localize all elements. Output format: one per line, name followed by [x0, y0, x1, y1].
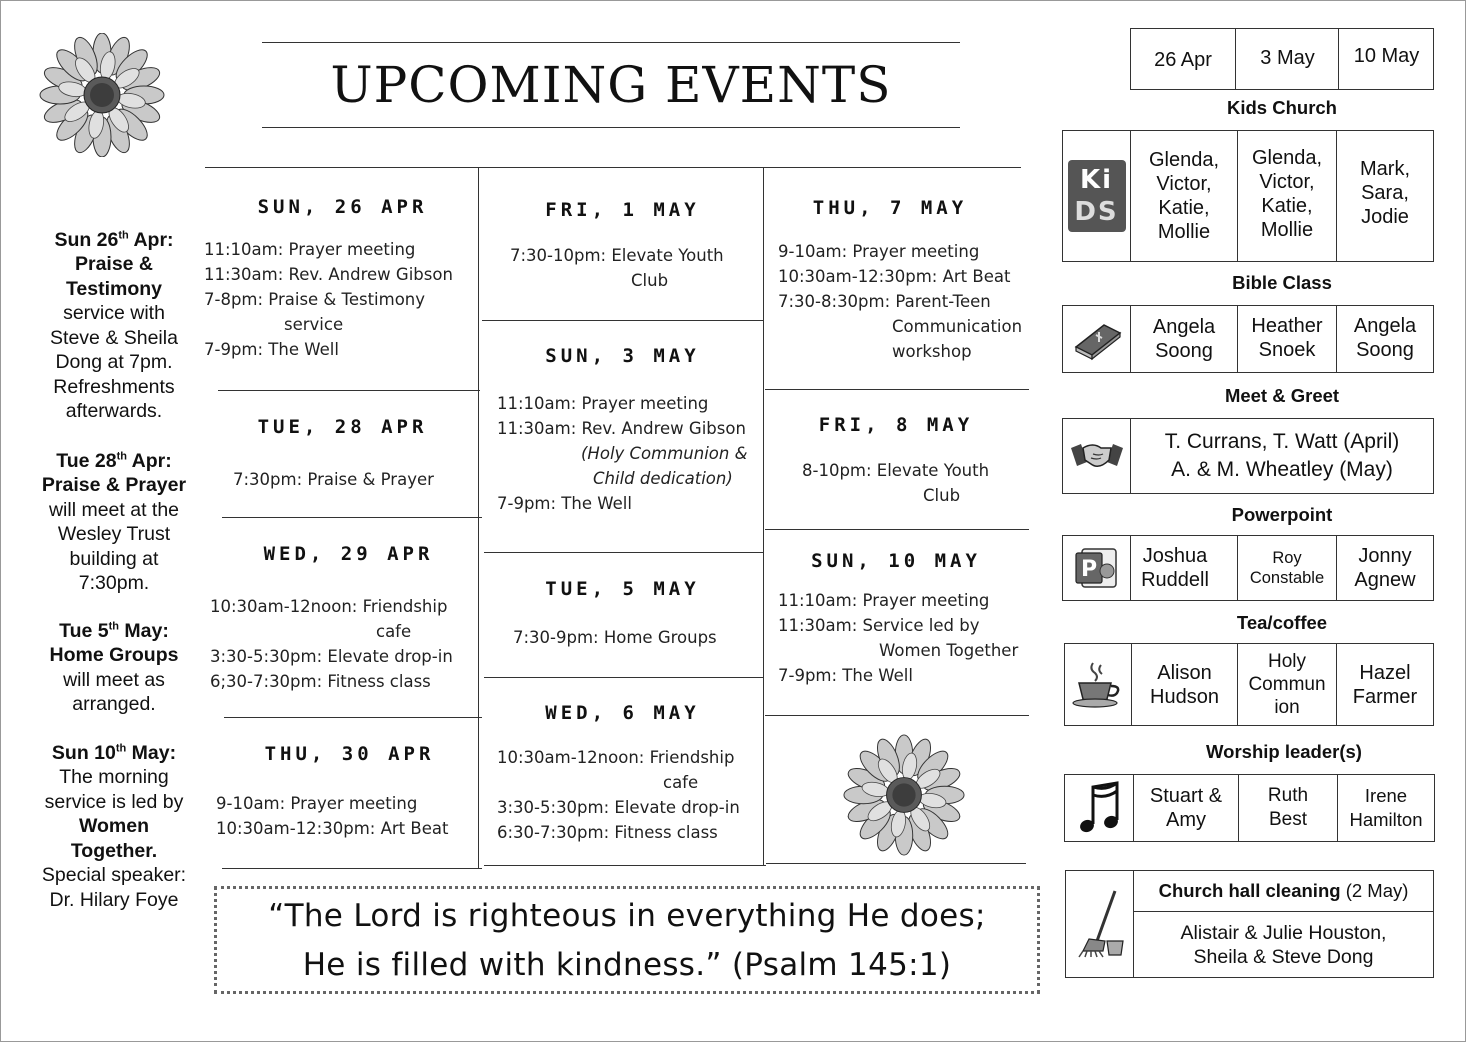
roster-name: Commun — [1248, 674, 1326, 695]
event-line: cafe — [376, 622, 412, 641]
section-worship-leaders: Worship leader(s) — [1206, 741, 1362, 762]
roster-date: 3 May — [1260, 47, 1315, 69]
grid-rule — [484, 552, 764, 553]
event-line: 10:30am-12:30pm: Art Beat — [216, 819, 449, 838]
page-title: UPCOMING EVENTS — [330, 56, 892, 114]
event-line: 7:30pm: Praise & Prayer — [233, 470, 434, 489]
section-bible-class: Bible Class — [1232, 272, 1332, 293]
roster-name: Hudson — [1150, 685, 1219, 708]
roster-name: Sheila & Steve Dong — [1193, 945, 1374, 968]
roster-date: 26 Apr — [1154, 49, 1212, 71]
grid-rule — [218, 390, 480, 391]
roster-name: Irene — [1364, 785, 1408, 806]
grid-rule — [224, 717, 482, 718]
events-tue-5-may — [513, 625, 717, 650]
notice-sun-10-may — [28, 736, 200, 912]
day-heading-wed-29-apr: WED, 29 APR — [263, 543, 434, 565]
event-line: Child dedication) — [593, 469, 733, 488]
grid-rule — [765, 715, 1029, 716]
worship-cell-10-may — [1338, 775, 1434, 841]
powerpoint-cell-26-apr — [1131, 536, 1219, 600]
tea-cell-3-may — [1237, 644, 1337, 725]
grid-rule — [482, 320, 764, 321]
kids-icon — [1063, 131, 1130, 261]
notice-sup: th — [115, 742, 127, 754]
scripture-quote — [214, 892, 1040, 990]
notice-text: Wesley Trust — [57, 523, 171, 545]
events-sun-26-apr — [204, 237, 453, 362]
roster-name: T. Currans, T. Watt (April) — [1164, 430, 1400, 453]
event-line: Club — [923, 486, 961, 505]
mop-shape-icon — [1073, 889, 1127, 959]
music-note-shape-icon — [1078, 781, 1120, 835]
notice-text: Apr: — [126, 449, 172, 472]
notice-text: 7:30pm. — [78, 572, 150, 594]
kids-cell-10-may — [1337, 131, 1433, 261]
kids-logo-text: Ki — [1079, 165, 1114, 195]
notice-sup: th — [118, 229, 129, 241]
handshake-icon — [1063, 419, 1130, 493]
roster-name: Alison — [1157, 661, 1212, 684]
music-note-icon — [1065, 775, 1133, 841]
meet-greet-cell — [1131, 419, 1433, 493]
event-line: 11:30am: Service led by — [778, 616, 980, 635]
svg-text:P: P — [1080, 557, 1097, 582]
section-tea-coffee: Tea/coffee — [1236, 612, 1328, 633]
event-line: 11:30am: Rev. Andrew Gibson — [497, 419, 746, 438]
roster-name: Hamilton — [1349, 809, 1423, 830]
title-rule-top — [262, 42, 960, 43]
grid-rule — [484, 677, 764, 678]
notice-text: May: — [126, 741, 177, 764]
section-meet-greet: Meet & Greet — [1224, 385, 1340, 406]
notice-text: Sun 10 — [51, 741, 116, 764]
powerpoint-cell-10-may — [1337, 536, 1433, 600]
event-line: Communication — [892, 317, 1023, 336]
notice-text: Women — [78, 815, 150, 837]
event-line: service — [284, 315, 344, 334]
notice-text: The morning — [59, 766, 169, 788]
quote-line: “The Lord is righteous in everything He does; — [268, 898, 986, 934]
cleaning-names — [1134, 912, 1433, 977]
roster-name: Joshua — [1142, 545, 1208, 567]
event-line: 6;30-7:30pm: Fitness class — [210, 672, 431, 691]
roster-name: Heather — [1251, 315, 1323, 337]
roster-name: Alistair & Julie Houston, — [1180, 921, 1387, 944]
notice-text: Tue 5 — [59, 619, 109, 642]
day-heading-fri-1-may: FRI, 1 MAY — [545, 199, 700, 221]
event-line: 10:30am-12noon: Friendship — [210, 597, 448, 616]
roster-name: Ruddell — [1141, 569, 1209, 591]
event-line: 3:30-5:30pm: Elevate drop-in — [497, 798, 740, 817]
notice-text: will meet as — [63, 668, 165, 691]
roster-name: Snoek — [1258, 339, 1316, 361]
title-rule-bottom — [262, 127, 960, 128]
roster-date: 10 May — [1353, 45, 1420, 67]
powerpoint-icon — [1063, 536, 1130, 600]
event-line: 11:30am: Rev. Andrew Gibson — [204, 265, 453, 284]
powerpoint-cell-3-may — [1237, 536, 1337, 600]
tea-cell-10-may — [1337, 644, 1433, 725]
notice-text: service with — [63, 302, 165, 324]
events-wed-29-apr — [210, 594, 453, 694]
roster-name: Angela — [1353, 315, 1417, 337]
roster-name: Soong — [1356, 339, 1414, 361]
cleaning-date: (2 May) — [1345, 880, 1409, 901]
roster-name: Glenda, — [1251, 147, 1323, 169]
notice-text: service is led by — [44, 790, 184, 813]
notice-text: Praise & — [74, 253, 154, 275]
roster-name: Farmer — [1352, 685, 1418, 708]
event-line: 7-9pm: The Well — [497, 494, 632, 513]
cleaning-title: Church hall cleaning — [1158, 880, 1341, 901]
event-line: 7:30-9pm: Home Groups — [513, 628, 717, 647]
notice-text: Special speaker: — [41, 864, 187, 886]
event-line: 10:30am-12:30pm: Art Beat — [778, 267, 1011, 286]
notice-text: afterwards. — [65, 400, 163, 422]
events-thu-30-apr — [216, 791, 448, 841]
event-line: 3:30-5:30pm: Elevate drop-in — [210, 647, 453, 666]
event-line: 11:10am: Prayer meeting — [204, 240, 416, 259]
worship-cell-26-apr — [1134, 775, 1238, 841]
notice-text: building at — [69, 547, 159, 570]
powerpoint-logo-icon — [1074, 545, 1120, 591]
roster-name: Stuart & — [1149, 785, 1223, 807]
roster-name: Constable — [1249, 569, 1325, 587]
day-heading-tue-28-apr: TUE, 28 APR — [257, 416, 428, 438]
notice-sup: th — [108, 620, 119, 632]
grid-rule — [765, 389, 1029, 390]
sunflower-icon — [38, 33, 166, 157]
event-line: (Holy Communion & — [581, 444, 748, 463]
event-line: Women Together — [879, 641, 1019, 660]
notice-sun-26-apr — [28, 223, 200, 424]
roster-name: ion — [1274, 697, 1300, 718]
coffee-cup-icon — [1065, 644, 1131, 725]
roster-name: Roy — [1272, 549, 1302, 567]
day-heading-thu-30-apr: THU, 30 APR — [264, 743, 435, 765]
event-line: 11:10am: Prayer meeting — [778, 591, 990, 610]
roster-name: A. & M. Wheatley (May) — [1171, 458, 1393, 481]
section-powerpoint: Powerpoint — [1231, 504, 1333, 525]
notice-text: Sun 26 — [54, 228, 119, 251]
notice-text: arranged. — [72, 693, 156, 715]
event-line: 10:30am-12noon: Friendship — [497, 748, 735, 767]
bible-cell-10-may — [1337, 305, 1433, 371]
events-wed-6-may — [497, 745, 740, 845]
roster-name: Mollie — [1157, 221, 1211, 243]
roster-name: Victor, — [1259, 171, 1315, 193]
event-line: 7-9pm: The Well — [778, 666, 913, 685]
notice-text: Dong at 7pm. — [55, 351, 173, 373]
roster-name: Jonny — [1358, 545, 1412, 567]
event-line: 7-8pm: Praise & Testimony — [204, 290, 426, 309]
grid-rule — [222, 517, 482, 518]
day-heading-thu-7-may: THU, 7 MAY — [812, 197, 968, 219]
kids-logo-text: DS — [1074, 197, 1119, 227]
roster-name: Amy — [1166, 809, 1206, 831]
roster-name: Katie, — [1261, 195, 1313, 217]
grid-rule-top — [205, 167, 1021, 168]
kids-cell-26-apr — [1131, 131, 1237, 261]
roster-name: Ruth — [1267, 785, 1309, 806]
roster-name: Victor, — [1156, 173, 1212, 195]
notice-text: Refreshments — [53, 375, 175, 398]
notice-tue-28-apr — [28, 444, 200, 596]
grid-rule — [484, 865, 766, 866]
roster-name: Mark, — [1360, 158, 1410, 180]
events-tue-28-apr — [233, 467, 434, 492]
notice-text: Praise & Prayer — [41, 474, 187, 496]
notice-text: Testimony — [65, 277, 163, 300]
section-kids-church: Kids Church — [1227, 97, 1337, 118]
day-heading-sun-3-may: SUN, 3 MAY — [545, 345, 700, 367]
roster-name: Soong — [1155, 340, 1213, 362]
roster-name: Holy — [1267, 651, 1306, 672]
roster-name: Agnew — [1354, 569, 1416, 591]
day-heading-wed-6-may: WED, 6 MAY — [545, 702, 700, 724]
kids-cell-3-may — [1237, 129, 1337, 259]
event-line: workshop — [892, 342, 972, 361]
roster-name: Angela — [1152, 316, 1216, 338]
handshake-shape-icon — [1069, 438, 1125, 474]
notice-text: Together. — [70, 839, 158, 862]
roster-name: Best — [1268, 809, 1308, 830]
kids-logo — [1068, 160, 1126, 232]
event-line: 6:30-7:30pm: Fitness class — [497, 823, 718, 842]
notice-text: Tue 28 — [56, 449, 117, 472]
event-line: 8-10pm: Elevate Youth — [802, 461, 990, 480]
day-heading-sun-10-may: SUN, 10 MAY — [811, 550, 981, 572]
event-line: 9-10am: Prayer meeting — [216, 794, 418, 813]
event-line: 7:30-8:30pm: Parent-Teen — [778, 292, 991, 311]
events-fri-1-may — [480, 243, 820, 293]
notice-text: Dr. Hilary Foye — [49, 888, 179, 911]
worship-cell-3-may — [1238, 775, 1338, 841]
day-heading-fri-8-may: FRI, 8 MAY — [818, 414, 974, 436]
roster-name: Sara, — [1361, 182, 1409, 204]
sunflower-icon — [842, 734, 966, 856]
day-heading-sun-26-apr: SUN, 26 APR — [257, 196, 428, 218]
event-line: Club — [631, 271, 669, 290]
roster-name: Glenda, — [1148, 149, 1220, 171]
grid-rule — [222, 868, 482, 869]
bible-cell-26-apr — [1131, 306, 1237, 372]
event-line: 11:10am: Prayer meeting — [497, 394, 709, 413]
event-line: 9-10am: Prayer meeting — [778, 242, 980, 261]
roster-name: Hazel — [1359, 661, 1411, 684]
events-thu-7-may — [778, 239, 1022, 364]
notice-sup: th — [116, 450, 127, 462]
roster-name: Jodie — [1361, 206, 1409, 228]
tea-cell-26-apr — [1132, 644, 1237, 725]
bible-icon — [1063, 306, 1130, 372]
event-line: 7:30-10pm: Elevate Youth — [510, 246, 724, 265]
notice-text: will meet at the — [48, 498, 180, 521]
notice-text: Home Groups — [49, 644, 179, 666]
day-heading-tue-5-may: TUE, 5 MAY — [545, 578, 700, 600]
events-fri-8-may — [802, 458, 989, 508]
mop-bucket-icon — [1066, 871, 1133, 977]
coffee-cup-shape-icon — [1071, 661, 1125, 709]
roster-name: Mollie — [1260, 219, 1314, 241]
notice-text: May: — [119, 619, 169, 642]
grid-rule — [765, 529, 1029, 530]
bible-book-icon — [1070, 317, 1124, 361]
events-sun-10-may — [778, 588, 1018, 688]
event-line: 7-9pm: The Well — [204, 340, 339, 359]
quote-line: He is filled with kindness.” (Psalm 145:1) — [302, 947, 952, 983]
notice-tue-5-may — [28, 614, 200, 717]
grid-rule — [766, 863, 1026, 864]
cleaning-header — [1134, 871, 1433, 911]
bible-cell-3-may — [1237, 305, 1337, 371]
event-line: cafe — [663, 773, 699, 792]
notice-text: Steve & Sheila — [50, 326, 178, 349]
notice-text: Apr: — [128, 228, 174, 251]
roster-name: Katie, — [1158, 197, 1210, 219]
events-sun-3-may — [497, 391, 747, 516]
